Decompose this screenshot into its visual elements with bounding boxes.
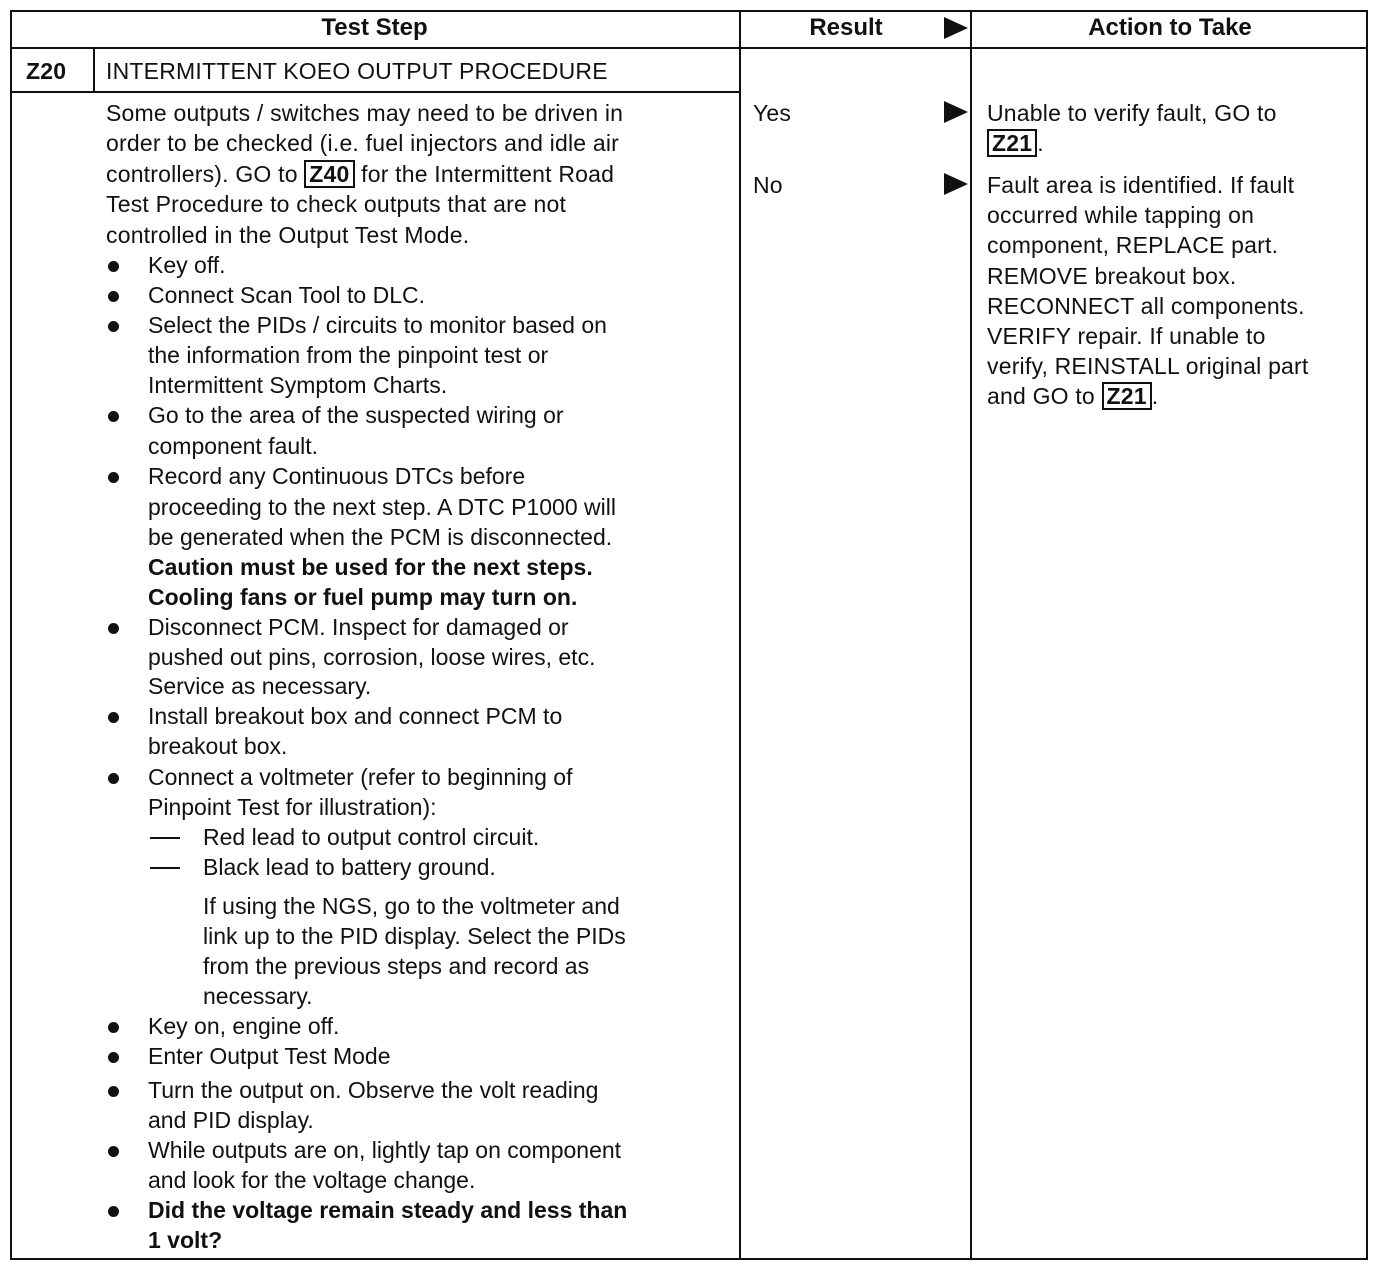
bullet-turn-output-on-1: Turn the output on. Observe the volt reading [148, 1077, 599, 1103]
bullet-go-to-area-1: Go to the area of the suspected wiring or [148, 402, 564, 428]
no-arrow-icon [944, 173, 968, 195]
no-action-line-7: verify, REINSTALL original part [987, 353, 1309, 379]
bullet-icon [108, 623, 119, 634]
yes-action-line-2: Z21 . [987, 128, 1044, 158]
go-to-z21-link-2[interactable]: Z21 [1102, 382, 1152, 410]
dash-icon [150, 837, 180, 839]
bullet-go-to-area-2: component fault. [148, 433, 319, 459]
no-action-line-6: VERIFY repair. If unable to [987, 323, 1266, 349]
intro-line-1: Some outputs / switches may need to be driven in [106, 100, 624, 126]
yes-action-line-1: Unable to verify fault, GO to [987, 100, 1277, 126]
result-yes: Yes [753, 100, 792, 126]
caution-line-2: Cooling fans or fuel pump may turn on. [148, 584, 578, 610]
bullet-turn-output-on-2: and PID display. [148, 1107, 314, 1133]
column-divider-result [739, 10, 741, 1260]
header-result: Result [809, 14, 883, 41]
header-action: Action to Take [1088, 14, 1252, 41]
go-to-z21-link[interactable]: Z21 [987, 129, 1037, 157]
step-code-divider [93, 47, 95, 93]
intro-line-3-start: controllers). GO to [106, 161, 298, 187]
bullet-tap-component-1: While outputs are on, lightly tap on component [148, 1137, 622, 1163]
intro-line-5: controlled in the Output Test Mode. [106, 222, 470, 248]
bullet-key-off: Key off. [148, 252, 226, 278]
step-title-divider [10, 91, 739, 93]
header-arrow-icon [944, 17, 968, 39]
no-action-line-8: and GO to Z21 . [987, 383, 1159, 409]
bullet-connect-scan-tool: Connect Scan Tool to DLC. [148, 282, 426, 308]
bullet-icon [108, 1206, 119, 1217]
intro-line-3 [106, 159, 614, 189]
no-action-go-to-text: and GO to [987, 383, 1095, 409]
bullet-icon [108, 1146, 119, 1157]
bullet-icon [108, 321, 119, 332]
intro-line-2: order to be checked (i.e. fuel injectors and idle air [106, 130, 620, 156]
bullet-disconnect-pcm-2: pushed out pins, corrosion, loose wires, etc. [148, 644, 596, 670]
bullet-breakout-box-1: Install breakout box and connect PCM to [148, 703, 563, 729]
bullet-icon [108, 291, 119, 302]
bullet-record-dtcs-3: be generated when the PCM is disconnected. [148, 524, 613, 550]
intro-line-3-end: for the Intermittent Road [361, 161, 615, 187]
bullet-breakout-box-2: breakout box. [148, 733, 288, 759]
no-action-line-2: occurred while tapping on [987, 202, 1255, 228]
bullet-connect-voltmeter-1: Connect a voltmeter (refer to beginning of [148, 764, 573, 790]
go-to-z40-link[interactable]: Z40 [304, 160, 354, 188]
bullet-record-dtcs-1: Record any Continuous DTCs before [148, 463, 526, 489]
bullet-connect-voltmeter-2: Pinpoint Test for illustration): [148, 794, 437, 820]
bullet-icon [108, 1022, 119, 1033]
no-action-line-1: Fault area is identified. If fault [987, 172, 1295, 198]
bullet-tap-component-2: and look for the voltage change. [148, 1167, 476, 1193]
bullet-select-pids-3: Intermittent Symptom Charts. [148, 372, 448, 398]
bullet-select-pids-2: the information from the pinpoint test or [148, 342, 549, 368]
ngs-note-4: necessary. [203, 983, 313, 1009]
bullet-icon [108, 712, 119, 723]
bullet-icon [108, 1052, 119, 1063]
black-lead-instruction: Black lead to battery ground. [203, 854, 496, 880]
bullet-output-test-mode: Enter Output Test Mode [148, 1043, 391, 1069]
bullet-icon [108, 261, 119, 272]
no-action-line-3: component, REPLACE part. [987, 232, 1279, 258]
ngs-note-3: from the previous steps and record as [203, 953, 590, 979]
step-title: INTERMITTENT KOEO OUTPUT PROCEDURE [106, 58, 608, 84]
no-action-line-4: REMOVE breakout box. [987, 263, 1237, 289]
result-no: No [753, 172, 783, 198]
bullet-disconnect-pcm-1: Disconnect PCM. Inspect for damaged or [148, 614, 569, 640]
question-line-1: Did the voltage remain steady and less than [148, 1197, 628, 1223]
question-line-2: 1 volt? [148, 1227, 223, 1253]
bullet-key-on: Key on, engine off. [148, 1013, 340, 1039]
bullet-record-dtcs-2: proceeding to the next step. A DTC P1000 will [148, 494, 616, 520]
ngs-note-2: link up to the PID display. Select the PIDs [203, 923, 626, 949]
bullet-icon [108, 472, 119, 483]
bullet-select-pids-1: Select the PIDs / circuits to monitor based on [148, 312, 607, 338]
step-code: Z20 [26, 58, 67, 84]
intro-line-4: Test Procedure to check outputs that are not [106, 191, 567, 217]
red-lead-instruction: Red lead to output control circuit. [203, 824, 540, 850]
no-action-line-5: RECONNECT all components. [987, 293, 1305, 319]
ngs-note-1: If using the NGS, go to the voltmeter and [203, 893, 620, 919]
header-test-step: Test Step [321, 14, 428, 41]
bullet-icon [108, 411, 119, 422]
bullet-disconnect-pcm-3: Service as necessary. [148, 673, 372, 699]
bullet-icon [108, 773, 119, 784]
column-divider-action [970, 10, 972, 1260]
yes-arrow-icon [944, 101, 968, 123]
bullet-icon [108, 1086, 119, 1097]
header-divider [10, 47, 1368, 49]
caution-line-1: Caution must be used for the next steps. [148, 554, 593, 580]
dash-icon [150, 867, 180, 869]
